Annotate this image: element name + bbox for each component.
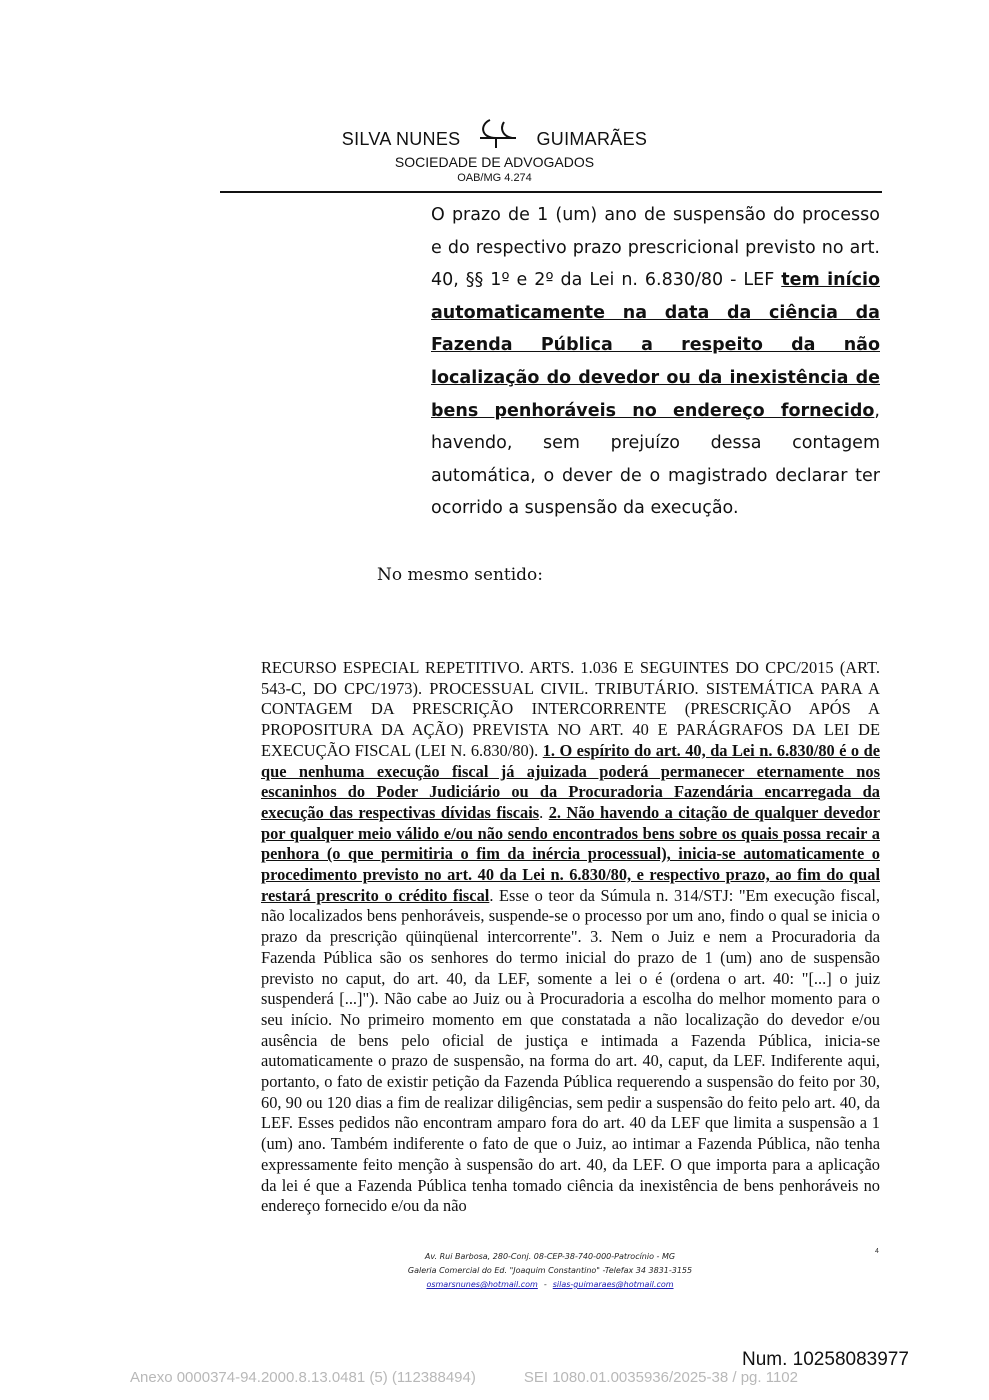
firm-oab: OAB/MG 4.274 <box>457 172 532 184</box>
footer-emails <box>300 1278 800 1292</box>
firm-name <box>0 118 989 150</box>
footer-line-1: Av. Rui Barbosa, 280-Conj. 08-CEP-38-740-000-Patrocínio - MG <box>424 1252 676 1261</box>
firm-name-left: SILVA NUNES <box>341 129 461 149</box>
footer-address <box>300 1250 800 1292</box>
page-number: 4 <box>875 1248 879 1255</box>
section-intro: No mesmo sentido: <box>377 565 544 585</box>
ementa-intro: RECURSO ESPECIAL REPETITIVO. ARTS. 1.036 E SEGUINTES DO CPC/2015 (ART. 543-C, DO CPC/1973). PROCESSUAL CIVIL. TRIBUTÁRIO. SISTEMÁTICA PARA A CONTAGEM DA PRESCRIÇÃO INTERCORRENTE (PRESCRIÇÃO APÓS A PROPOSITURA DA AÇÃO) PREVISTA NO ART. 40 E PARÁGRAFOS DA LEI DE EXECUÇÃO FISCAL (LEI N. 6.830/80). <box>261 658 880 760</box>
ementa-item-1: 1. O espírito do art. 40, da Lei n. 6.830/80 é o de que nenhuma execução fiscal já ajuizada poderá permanecer eternamente nos escaninhos do Poder Judiciário ou da Procuradoria Fazendária encarregada da execução das respectivas dívidas fiscais <box>261 740 880 822</box>
firm-subtitle: SOCIEDADE DE ADVOGADOS <box>394 154 595 170</box>
email-link-2[interactable]: silas-guimaraes@hotmail.com <box>552 1280 674 1289</box>
ementa-sep: . <box>539 802 549 822</box>
citation-emphasis: tem início automaticamente na data da ciência da Fazenda Pública a respeito da não localização do devedor ou da inexistência de bens penhoráveis no endereço fornecido <box>431 270 880 421</box>
ementa-item-2: 2. Não havendo a citação de qualquer devedor por qualquer meio válido e/ou não sendo encontrados bens sobre os quais possa recair a penhora (o que permitiria o fim da inércia processual), inicia-se automaticamente o procedimento previsto no art. 40 da Lei n. 6.830/80, e respectivo prazo, ao fim do qual restará prescrito o crédito fiscal <box>261 802 880 905</box>
header-divider <box>220 191 882 193</box>
ementa-block <box>261 658 880 1217</box>
citation-text-2: , havendo, sem prejuízo dessa contagem automática, o dever de o magistrado declarar ter ocorrido a suspensão da execução. <box>431 400 880 519</box>
citation-block <box>431 199 880 525</box>
email-separator: - <box>543 1280 547 1289</box>
annex-reference: Anexo 0000374-94.2000.8.13.0481 (5) (112388494) <box>130 1369 476 1386</box>
citation-text-1: O prazo de 1 (um) ano de suspensão do processo e do respectivo prazo prescricional previsto no art. 40, §§ 1º e 2º da Lei n. 6.830/80 - LEF <box>431 205 880 291</box>
email-link-1[interactable]: osmarsnunes@hotmail.com <box>426 1280 538 1289</box>
firm-name-right: GUIMARÃES <box>536 129 648 149</box>
annex-stamp <box>130 1369 798 1386</box>
footer-line-2: Galeria Comercial do Ed. "Joaquim Constantino" -Telefax 34 3831-3155 <box>407 1266 693 1275</box>
document-number: Num. 10258083977 <box>742 1349 909 1370</box>
letterhead <box>0 118 989 184</box>
sei-reference: SEI 1080.01.0035936/2025-38 / pg. 1102 <box>523 1369 798 1386</box>
ementa-rest: . Esse o teor da Súmula n. 314/STJ: "Em execução fiscal, não localizados bens penhoráveis, suspende-se o processo por um ano, findo o qual se inicia o prazo da prescrição qüinqüenal intercorrente". 3. Nem o Juiz e nem a Procuradoria da Fazenda Pública são os senhores do termo inicial do prazo de 1 (um) ano de suspensão previsto no caput, do art. 40, da LEF, somente a lei o é (ordena o art. 40: "[...] o juiz suspenderá [...]"). Não cabe ao Juiz ou à Procuradoria a escolha do melhor momento para o seu início. No primeiro momento em que constatada a não localização do devedor e/ou ausência de bens pelo oficial de justiça e intimada a Fazenda Pública, inicia-se automaticamente o prazo de suspensão, na forma do art. 40, caput, da LEF. Indiferente aqui, portanto, o fato de existir petição da Fazenda Pública requerendo a suspensão do feito por 30, 60, 90 ou 120 dias a fim de realizar diligências, sem pedir a suspensão do feito pelo art. 40, da LEF. Esses pedidos não encontram amparo fora do art. 40 da LEF que limita a suspensão a 1 (um) ano. Também indiferente o fato de que o Juiz, ao intimar a Fazenda Pública, não tenha expressamente feito menção à suspensão do art. 40, da LEF. O que importa para a aplicação da lei é que a Fazenda Pública tenha tomado ciência da inexistência de bens penhoráveis no endereço fornecido e/ou da não <box>261 885 880 1216</box>
firm-logo-icon <box>474 118 522 150</box>
